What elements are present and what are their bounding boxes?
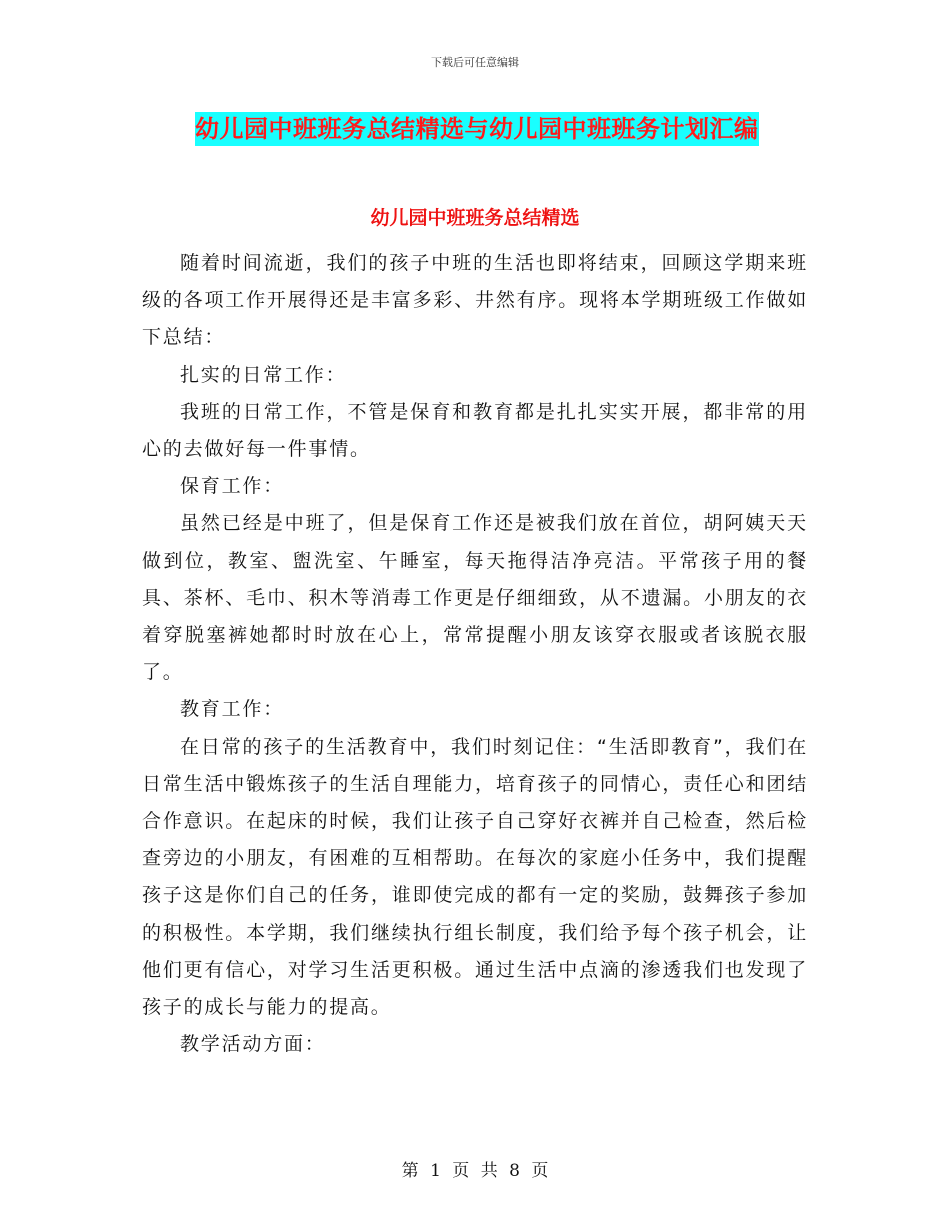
paragraph: 在日常的孩子的生活教育中，我们时刻记住：“生活即教育”，我们在日常生活中锻炼孩子的生活自理能力，培育孩子的同情心，责任心和团结合作意识。在起床的时候，我们让孩子自己穿好衣裤并自己检查，然后检查旁边的小朋友，有困难的互相帮助。在每次的家庭小任务中，我们提醒孩子这是你们自己的任务，谁即使完成的都有一定的奖励，鼓舞孩子参加的积极性。本学期，我们继续执行组长制度，我们给予每个孩子机会，让他们更有信心，对学习生活更积极。通过生活中点滴的渗透我们也发现了孩子的成长与能力的提高。	[142, 735, 808, 1019]
document-title-container	[195, 112, 805, 146]
header-note: 下载后可任意编辑	[431, 56, 519, 69]
subheading: 教育工作：	[180, 698, 285, 721]
paragraph: 随着时间流逝，我们的孩子中班的生活也即将结束，回顾这学期来班级的各项工作开展得还是丰富多彩、井然有序。现将本学期班级工作做如下总结：	[142, 252, 808, 349]
section-title: 幼儿园中班班务总结精选	[370, 207, 580, 229]
subheading: 扎实的日常工作：	[180, 363, 347, 386]
paragraph: 虽然已经是中班了，但是保育工作还是被我们放在首位，胡阿姨天天做到位，教室、盥洗室、午睡室，每天拖得洁净亮洁。平常孩子用的餐具、茶杯、毛巾、积木等消毒工作更是仔细细致，从不遗漏。小朋友的衣着穿脱塞裤她都时时放在心上，常常提醒小朋友该穿衣服或者该脱衣服了。	[142, 512, 808, 684]
document-title: 幼儿园中班班务总结精选与幼儿园中班班务计划汇编	[195, 112, 759, 146]
body-text	[142, 245, 808, 1063]
paragraph: 我班的日常工作，不管是保育和教育都是扎扎实实开展，都非常的用心的去做好每一件事情。	[142, 400, 808, 461]
subheading: 保育工作：	[180, 475, 285, 498]
page-footer: 第 1 页 共 8 页	[401, 1161, 549, 1181]
subheading: 教学活动方面：	[180, 1033, 326, 1056]
